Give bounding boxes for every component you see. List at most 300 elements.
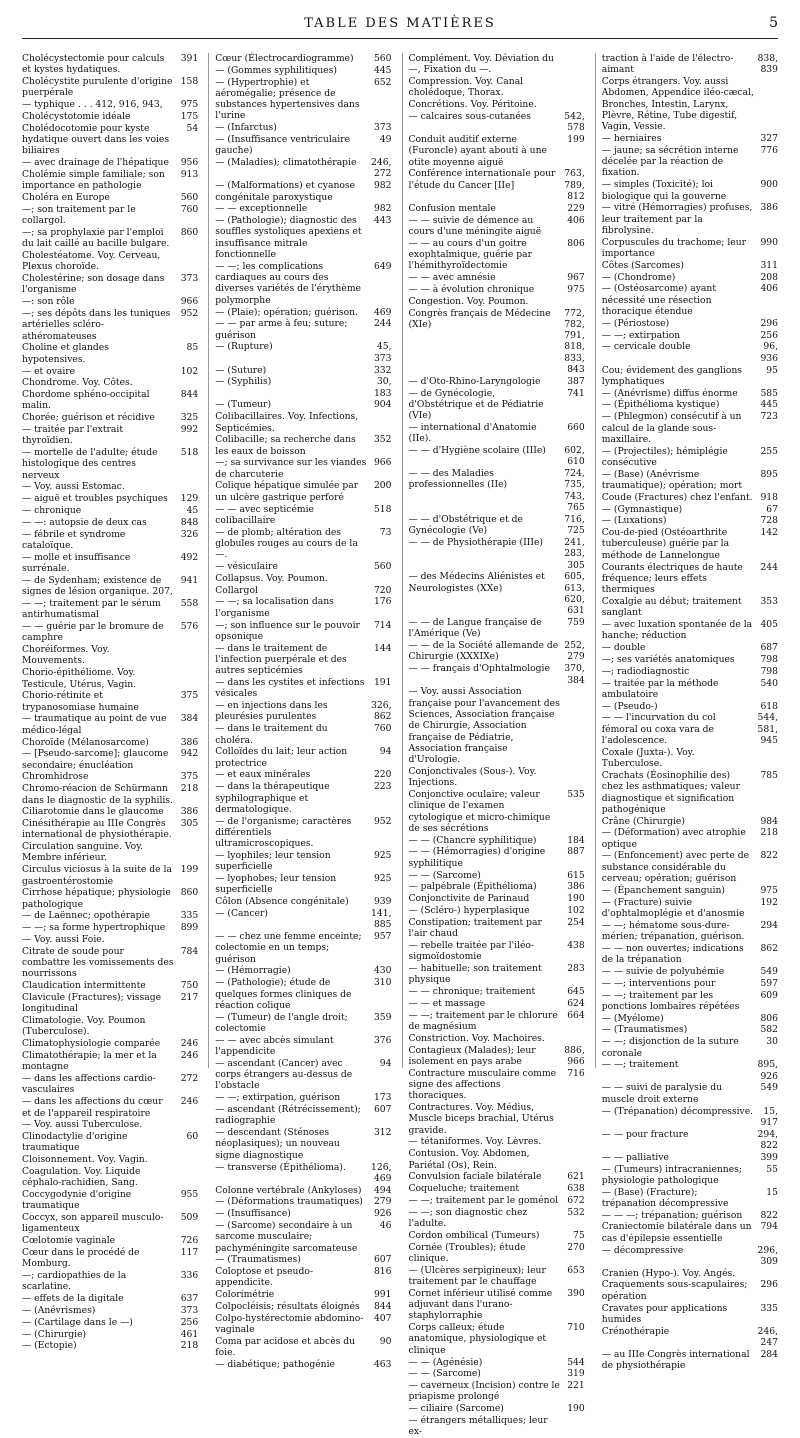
index-entry-text: Choréiformes. Voy. Mouvements.	[22, 644, 110, 667]
index-entry-text: Chromhidrose	[22, 771, 89, 783]
index-entry-page: 96, 936	[760, 341, 778, 364]
index-entry-page: 310	[373, 977, 392, 989]
index-entry-page: 463	[373, 1359, 392, 1371]
index-entry-page: 848	[180, 516, 199, 528]
index-entry-page: 141, 885	[371, 907, 392, 931]
index-entry	[215, 1254, 391, 1265]
index-entry-text: Côtes (Sarcomes)	[601, 259, 684, 271]
index-entry-page: 710	[567, 1322, 585, 1334]
index-entry-page: 609	[760, 989, 778, 1001]
index-entry	[409, 998, 585, 1009]
index-entry	[409, 881, 585, 892]
index-entry	[22, 864, 198, 887]
index-entry-page: 926	[373, 1208, 392, 1220]
index-entry-page: 284	[760, 1348, 778, 1360]
index-entry	[602, 596, 778, 619]
index-entry-page: 15, 917	[760, 1105, 778, 1128]
index-entry-page: 55	[766, 1163, 778, 1175]
index-entry-page: 294, 822	[757, 1128, 778, 1151]
index-entry-page: 913	[180, 168, 199, 180]
index-entry	[602, 978, 778, 989]
index-entry-text: Corps calleux; étude anatomique, physiologique et clinique	[408, 1322, 547, 1356]
index-entry	[409, 53, 585, 76]
index-entry-text: Congrès français de Médecine (XIe)	[408, 307, 551, 330]
index-entry	[409, 376, 585, 387]
index-entry	[215, 1208, 391, 1219]
index-entry	[602, 1106, 778, 1129]
index-entry-page: 844	[373, 1301, 392, 1313]
index-entry	[602, 283, 778, 317]
index-entry-text: — avec luxation spontanée de la hanche; réduction	[601, 619, 753, 642]
index-entry-text: Complément. Voy. Déviation du —, Fixation du —.	[408, 53, 554, 76]
index-column-4	[595, 53, 778, 1372]
index-entry-page: 359	[373, 1011, 392, 1023]
index-entry	[22, 342, 198, 365]
index-entry	[409, 284, 585, 295]
index-entry-page: 254	[567, 916, 585, 928]
index-entry	[22, 1247, 198, 1270]
index-entry-text: Cœur dans le procédé de Momburg.	[22, 1247, 140, 1270]
index-entry	[215, 723, 391, 746]
index-entry-text: — — (Sarcome)	[408, 869, 481, 881]
index-entry	[602, 1245, 778, 1268]
index-entry	[409, 617, 585, 640]
index-entry-text: — dans les affections cardio-vasculaires	[22, 1073, 156, 1096]
index-entry	[22, 308, 198, 342]
index-entry	[215, 434, 391, 457]
index-entry-text: Confusion mentale	[408, 202, 496, 214]
index-entry-page: 294	[760, 919, 778, 931]
index-entry-text: — (Chirurgie)	[22, 1328, 87, 1340]
index-entry-text: — (Syphilis)	[215, 376, 272, 388]
index-entry	[22, 690, 198, 713]
index-entry	[22, 621, 198, 644]
index-entry-page: 637	[180, 1293, 199, 1305]
page-number: 5	[769, 15, 778, 31]
index-entry-text: — — suivie de polyuhémie	[601, 965, 725, 977]
index-entry-text: — molle et insuffisance surrénale.	[22, 551, 131, 575]
index-entry	[602, 515, 778, 526]
index-entry-page: 716	[567, 1067, 585, 1079]
index-entry-page: 461	[180, 1328, 199, 1340]
index-entry	[22, 1340, 198, 1351]
index-entry-text: — ascendant (Cancer) avec corps étrangers au-dessus de l'obstacle	[215, 1057, 353, 1092]
index-entry-text: —; son traitement par le collargol.	[22, 203, 136, 227]
index-entry-page: 386	[567, 881, 585, 893]
index-entry	[22, 748, 198, 771]
index-entry-text: — (Insuffisance ventriculaire gauche)	[215, 134, 351, 157]
index-entry-text: Contusion. Voy. Abdomen, Pariétal (Os), Rein.	[408, 1148, 530, 1171]
index-entry	[22, 598, 198, 621]
index-entry	[409, 917, 585, 940]
index-entry-page: 241, 283, 305	[564, 536, 585, 571]
index-entry	[409, 272, 585, 283]
index-entry	[409, 111, 585, 134]
index-entry-page: 117	[180, 1247, 199, 1259]
index-entry-text: Chorio-rétinite et trypanosomiase humaine	[22, 690, 139, 713]
index-entry-text: — — l'incurvation du col fémoral ou coxa vara de l'adolescence.	[601, 712, 716, 747]
index-entry	[409, 766, 585, 789]
index-entry	[409, 963, 585, 986]
index-entry-text: — — suivi de paralysie du muscle droit externe	[601, 1082, 722, 1105]
index-entry	[215, 1266, 391, 1289]
index-entry-page: 387	[567, 375, 585, 387]
index-entry-text: Congestion. Voy. Poumon.	[408, 295, 529, 307]
index-entry-page	[174, 934, 198, 945]
index-entry	[22, 273, 198, 296]
index-entry-text: — dans le traitement de l'infection puerpérale et des autres septicémies	[215, 642, 347, 677]
index-entry-text: — — avec septicémie colibacillaire	[215, 503, 314, 526]
index-entry-page: 375	[180, 771, 199, 783]
index-entry	[409, 686, 585, 765]
index-entry	[22, 1050, 198, 1073]
index-entry	[409, 905, 585, 916]
index-entry-page	[174, 1015, 198, 1038]
index-entry	[215, 1336, 391, 1359]
index-entry-page: 246	[180, 1096, 199, 1108]
index-entry-page: 469	[373, 306, 392, 318]
index-entry-text: — ascendant (Rétrécissement); radiographie	[215, 1104, 361, 1127]
index-entry	[409, 1380, 585, 1403]
index-entry-page: 544, 581, 945	[757, 712, 778, 747]
index-entry-text: — — —; trépanation; guérison	[601, 1209, 743, 1221]
index-entry-page	[174, 1154, 198, 1165]
index-entry-text: Cirrhose hépatique; physiologie pathologique	[22, 887, 171, 910]
index-entry-page: 175	[180, 110, 199, 122]
index-entry	[22, 1119, 198, 1130]
index-entry-text: — (Pseudo-)	[601, 700, 658, 712]
index-entry	[409, 1195, 585, 1206]
index-entry-page: 220	[373, 769, 392, 781]
index-entry-text: Crâne (Chirurgie)	[601, 815, 685, 827]
index-entry	[215, 1196, 391, 1207]
index-entry-page: 399	[760, 1151, 778, 1163]
index-entry	[409, 203, 585, 214]
index-entry-page: 900	[760, 179, 778, 191]
index-entry-page: 142	[760, 527, 778, 539]
index-entry-page: 332	[373, 364, 392, 376]
index-entry-page: 190	[567, 1403, 585, 1415]
index-entry	[215, 643, 391, 677]
index-entry	[215, 134, 391, 157]
index-entry	[602, 527, 778, 561]
index-entry-text: — —; extirpation, guérison	[215, 1092, 341, 1104]
index-entry	[215, 318, 391, 341]
index-entry-page: 406	[760, 283, 778, 295]
index-entry	[215, 457, 391, 480]
index-entry	[602, 1279, 778, 1302]
index-entry	[409, 1171, 585, 1182]
index-entry-text: — —; traitement par les ponctions lombaires répétées	[601, 989, 740, 1012]
index-entry-text: — —; traitement par le goménol	[408, 1194, 559, 1206]
index-entry-text: — — non ouvertes; indications de la trépanation	[601, 942, 744, 966]
index-entry-page: 373	[180, 1305, 199, 1317]
index-entry-text: — double	[601, 642, 646, 654]
index-entry	[409, 76, 585, 99]
index-entry	[602, 446, 778, 469]
index-entry	[215, 65, 391, 76]
index-entry-text: — caverneux (Incision) contre le priapisme prolongé	[408, 1380, 560, 1403]
index-entry	[602, 145, 778, 179]
index-entry-text: —; sa prophylaxie par l'emploi du lait caillé au bacille bulgare.	[22, 226, 170, 250]
index-entry-text: — lyophiles; leur tension superficielle	[215, 849, 331, 873]
index-entry-page: 975	[180, 99, 199, 111]
index-column-3	[402, 53, 585, 1438]
index-entry-page: 176	[373, 596, 392, 608]
index-entry-text: Cornée (Troubles); étude clinique.	[408, 1241, 526, 1264]
index-entry	[215, 1092, 391, 1103]
index-entry-text: Cinésithérapie au IIIe Congrès international de physiothérapie.	[22, 818, 172, 841]
index-column-2	[208, 53, 392, 1371]
index-entry-page: 200	[373, 480, 392, 492]
index-entry-text: Constipation; traitement par l'air chaud	[408, 916, 542, 940]
index-entry-text: Coxalgie au début; traitement sanglant	[601, 595, 742, 619]
index-entry	[409, 1010, 585, 1033]
index-entry-text: — de l'organisme; caractères différentiels ultramicroscopiques.	[215, 815, 352, 850]
index-entry-text: — (Pathologie); diagnostic des souffles systoliques apexiens et insuffisance mitrale fonctionnelle	[215, 215, 362, 261]
index-entry	[409, 1322, 585, 1356]
index-entry-page: 763, 789, 812	[564, 168, 585, 203]
index-entry	[22, 1015, 198, 1038]
index-entry	[22, 783, 198, 806]
index-entry	[409, 1403, 585, 1414]
index-entry-page: 30	[766, 1036, 778, 1048]
index-entry	[215, 677, 391, 700]
index-entry-text: — (Sarcome) secondaire à un sarcome musculaire; pachyméningite sarcomateuse	[215, 1219, 358, 1254]
index-entry	[22, 481, 198, 492]
index-entry-page: 246, 272	[371, 157, 392, 180]
index-entry-page: 760	[180, 203, 199, 215]
index-entry	[22, 377, 198, 388]
index-entry-text: — —; les complications cardiaques au cours des diverses variétés de l'érythème polymorphe	[215, 260, 361, 306]
index-entry-text: — au IIIe Congrès international de physiothérapie	[601, 1348, 750, 1372]
index-entry-text: Citrate de soude pour combattre les vomissements des nourrissons	[22, 945, 174, 980]
index-entry-text: — — au cours d'un goitre exophtalmique, guérie par l'hémithyroïdectomie	[408, 237, 532, 272]
index-entry	[602, 1082, 778, 1105]
index-entry-page: 607	[373, 1254, 392, 1266]
index-entry-text: — (Déformations traumatiques)	[215, 1196, 363, 1208]
index-entry	[22, 296, 198, 307]
index-entry	[409, 1136, 585, 1147]
index-entry-page	[174, 644, 198, 667]
index-entry-text: — décompressive	[601, 1244, 684, 1256]
index-entry-text: —; ses variétés anatomiques	[601, 653, 735, 665]
index-entry	[409, 986, 585, 997]
index-entry	[409, 1415, 585, 1438]
index-entry	[215, 1185, 391, 1196]
index-entry-text: — — par arme à feu; suture; guérison	[215, 318, 348, 341]
index-entry-text: — (Ostéosarcome) ayant nécessité une résection thoracique étendue	[601, 283, 717, 318]
index-entry-text: Cravates pour applications humides	[601, 1302, 728, 1325]
index-entry	[215, 931, 391, 965]
index-entry	[22, 529, 198, 552]
index-entry-text: — (Chondrome)	[601, 271, 676, 283]
index-entry-page: 576	[180, 621, 199, 633]
index-entry-page: 375	[180, 690, 199, 702]
index-entry	[602, 827, 778, 850]
index-entry	[22, 1329, 198, 1340]
index-entry	[215, 769, 391, 780]
index-entry-page: 723	[760, 411, 778, 423]
index-entry-page: 246, 247	[757, 1325, 778, 1348]
index-entry-text: — — pour fracture	[601, 1128, 689, 1140]
index-entry-page: 445	[373, 64, 392, 76]
index-entry-page: 46	[379, 1219, 392, 1231]
index-entry-page: 967	[567, 272, 585, 284]
index-entry-page: 560	[373, 561, 392, 573]
index-entry	[602, 850, 778, 884]
index-entry-text: — —; traitement par le sérum antirhumatismal	[22, 597, 161, 621]
index-entry-page: 90	[379, 1335, 392, 1347]
index-entry-page: 939	[373, 896, 392, 908]
index-entry-text: Conduit auditif externe (Furoncle) ayant abouti à une otite moyenne aiguë	[408, 134, 547, 168]
index-entry	[409, 99, 585, 110]
index-entry	[602, 341, 778, 364]
index-entry	[215, 1359, 391, 1370]
index-entry	[409, 893, 585, 904]
index-entry	[215, 1162, 391, 1185]
index-entry-text: — (Cancer)	[215, 907, 268, 919]
index-entry-page: 816	[373, 1266, 392, 1278]
index-entry-text: Cholédocotomie pour kyste hydatique ouvert dans les voies biliaires	[22, 122, 170, 157]
index-entry-page: 75	[573, 1229, 585, 1241]
index-entry	[602, 133, 778, 144]
index-entry	[215, 1301, 391, 1312]
index-entry-text: — (Plaie); opération; guérison.	[215, 306, 358, 318]
index-entry	[22, 841, 198, 864]
index-entry-page: 895	[760, 468, 778, 480]
index-entry-text: Cœur (Électrocardiogramme)	[215, 53, 354, 64]
index-entry-page: 798	[760, 653, 778, 665]
index-entry-page: 887	[567, 846, 585, 858]
index-entry-text: Corpuscules du trachome; leur importance	[601, 236, 747, 260]
index-entry-text: — herniaires	[601, 133, 662, 145]
index-entry-page: 45	[186, 505, 199, 517]
index-entry-text: Climatologie. Voy. Poumon (Tuberculose).	[22, 1015, 146, 1038]
index-entry	[215, 1127, 391, 1161]
index-entry-page: 535	[567, 789, 585, 800]
index-entry-text: Cœlotomie vaginale	[22, 1235, 116, 1247]
index-entry-page: 720	[373, 584, 392, 596]
index-entry-page: 252, 279	[564, 640, 585, 663]
index-entry-page: 296, 309	[757, 1244, 778, 1267]
index-entry	[22, 1235, 198, 1246]
index-entry	[215, 376, 391, 399]
index-entry-text: — lyophobes; leur tension superficielle	[215, 873, 337, 896]
index-entry-text: — — de Physiothérapie (IIIe)	[408, 536, 544, 548]
index-entry	[215, 1220, 391, 1254]
index-entry-page: 256	[180, 1316, 199, 1328]
index-entry-text: Colloïdes du lait; leur action protectrice	[215, 746, 348, 769]
index-entry-text: — —; traitement	[601, 1059, 679, 1071]
index-entry	[602, 504, 778, 515]
index-entry-page: 352	[373, 434, 392, 446]
index-entry-page: 199	[180, 864, 199, 876]
index-entry	[22, 922, 198, 933]
index-entry-text: Chordome sphéno-occipital malin.	[22, 389, 150, 412]
index-entry	[215, 1058, 391, 1092]
index-entry-page: 759	[567, 617, 585, 629]
index-entry-page	[561, 766, 585, 789]
index-entry-text: — (Tumeur)	[215, 399, 272, 411]
index-entry-page: 772, 782, 791, 818, 833, 843	[564, 307, 585, 376]
index-entry-page: 532	[567, 1206, 585, 1218]
index-entry-text: — (Projectiles); hémiplégie consécutive	[601, 445, 728, 468]
index-entry-text: — — et massage	[408, 997, 486, 1009]
index-entry	[602, 469, 778, 492]
index-entry	[215, 700, 391, 723]
index-entry-text: — avec drainage de l'hépatique	[22, 157, 169, 169]
index-entry	[409, 1033, 585, 1044]
index-entry	[602, 990, 778, 1013]
index-entry-page	[561, 76, 585, 99]
index-entry	[215, 1104, 391, 1127]
index-entry	[22, 737, 198, 748]
index-entry-text: traction à l'aide de l'électro-aimant	[601, 53, 734, 76]
index-entry-page: 443	[373, 215, 392, 227]
index-entry-page: 925	[373, 873, 392, 885]
index-entry-text: — — suivie de démence au cours d'une méningite aiguë	[408, 214, 542, 237]
index-entry	[22, 934, 198, 945]
index-entry-page: 386	[180, 736, 199, 748]
index-entry-text: — traitée par la méthode ambulatoire	[601, 677, 719, 700]
index-entry-page: 544	[567, 1356, 585, 1368]
index-entry-page	[174, 667, 198, 690]
index-entry	[409, 296, 585, 307]
index-entry-text: Chorio-épithéliome. Voy. Testicule, Utérus, Vagin.	[22, 667, 137, 690]
index-entry-text: Cou-de-pied (Ostéoarthrite tuberculeuse) guérie par la méthode de Lannelongue	[601, 527, 730, 561]
index-entry-text: — (Ulcères serpigineux); leur traitement par le chauffage	[408, 1264, 546, 1287]
index-entry-page: 430	[373, 965, 392, 977]
index-entry-text: — (Traumatismes)	[215, 1254, 301, 1266]
index-column-1	[22, 53, 199, 1352]
index-entry-text: — (Hémorragie)	[215, 965, 291, 977]
index-entry-text: — de Gynécologie, d'Obstétrique et de Pédiatrie (VIe)	[408, 387, 544, 422]
index-entry	[22, 493, 198, 504]
index-entry	[215, 399, 391, 410]
index-entry-text: Cholécystotomie idéale	[22, 110, 131, 122]
index-entry	[22, 1317, 198, 1328]
index-entry-page: 750	[180, 980, 199, 992]
index-entry-text: Concrétions. Voy. Péritoine.	[408, 99, 537, 111]
index-entry-page: 652	[373, 76, 392, 88]
index-entry-page	[561, 686, 585, 765]
index-entry-page: 952	[180, 308, 199, 320]
index-entry-page: 370, 384	[564, 663, 585, 686]
index-entry-page: 605, 613, 620, 631	[564, 571, 585, 617]
index-entry	[215, 585, 391, 596]
index-entry	[215, 1035, 391, 1058]
index-entry-page	[174, 481, 198, 492]
index-entry-text: Cholestérine; son dosage dans l'organisme	[22, 273, 165, 296]
index-entry-text: Cordon ombilical (Tumeurs)	[408, 1229, 540, 1241]
index-entry-text: — — palliative	[601, 1151, 669, 1163]
index-entry-text: — — (Sarcome)	[408, 1368, 481, 1380]
index-entry-page: 95	[766, 364, 778, 376]
index-entry	[215, 480, 391, 503]
index-entry-text: — en injections dans les pleurésies purulentes	[215, 700, 328, 723]
index-entry-page: 806	[567, 237, 585, 249]
index-entry-text: Compression. Voy. Canal cholédoque, Thorax.	[408, 76, 524, 99]
index-entry	[602, 202, 778, 236]
index-entry-page	[561, 1148, 585, 1171]
index-entry-text: Colibacille; sa recherche dans les eaux de boisson	[215, 434, 356, 457]
index-entry-page: 445	[760, 399, 778, 411]
index-entry-text: Coccyx, son appareil musculo-ligamenteux	[22, 1212, 164, 1235]
index-entry-page	[561, 1415, 585, 1438]
index-entry	[22, 667, 198, 690]
index-entry-text: Convulsion faciale bilatérale	[408, 1171, 542, 1183]
